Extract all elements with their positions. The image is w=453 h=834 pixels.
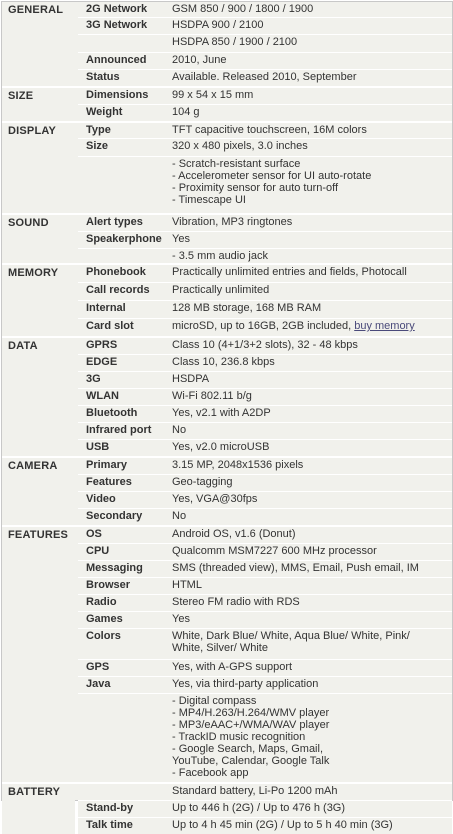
spec-row xyxy=(78,612,452,629)
spec-row xyxy=(78,475,452,492)
spec-key: Java xyxy=(78,677,168,693)
spec-value-text: SMS (threaded view), MMS, Email, Push email, IM xyxy=(172,562,419,574)
spec-row xyxy=(78,492,452,509)
spec-key: OS xyxy=(78,527,168,543)
spec-value xyxy=(168,249,452,263)
spec-value xyxy=(168,561,452,577)
spec-value xyxy=(168,157,452,213)
spec-row xyxy=(78,301,452,319)
spec-row xyxy=(78,139,452,157)
spec-key xyxy=(78,35,168,52)
spec-value-text: Yes, with A-GPS support xyxy=(172,661,293,673)
spec-value xyxy=(168,509,452,525)
spec-key xyxy=(78,249,168,263)
spec-row xyxy=(78,70,452,86)
spec-key: Card slot xyxy=(78,319,168,336)
spec-value xyxy=(168,265,452,282)
section-title: DISPLAY xyxy=(2,123,75,213)
spec-key: Announced xyxy=(78,53,168,69)
spec-key: Messaging xyxy=(78,561,168,577)
spec-value xyxy=(168,215,452,231)
spec-key: Weight xyxy=(78,105,168,121)
spec-row xyxy=(78,283,452,301)
spec-key: 2G Network xyxy=(78,2,168,17)
spec-key xyxy=(78,157,168,213)
spec-row xyxy=(78,53,452,70)
spec-row xyxy=(78,406,452,423)
spec-value-text: HSDPA 850 / 1900 / 2100 xyxy=(172,36,298,48)
spec-key: Call records xyxy=(78,283,168,300)
spec-row xyxy=(78,319,452,336)
spec-value-text: Up to 446 h (2G) / Up to 476 h (3G) xyxy=(172,802,346,814)
spec-key: Talk time xyxy=(78,818,168,834)
spec-key: Colors xyxy=(78,629,168,659)
spec-row xyxy=(78,694,452,782)
spec-row xyxy=(78,265,452,283)
spec-row xyxy=(78,784,452,801)
spec-key: Primary xyxy=(78,458,168,474)
spec-key: Video xyxy=(78,492,168,508)
spec-row xyxy=(78,458,452,475)
spec-section-features xyxy=(2,527,452,784)
spec-section-general xyxy=(2,2,452,88)
spec-value xyxy=(168,784,452,800)
spec-key: 3G Network xyxy=(78,18,168,34)
spec-value-text: Yes, VGA@30fps xyxy=(172,493,258,505)
spec-value xyxy=(168,475,452,491)
spec-row xyxy=(78,440,452,456)
spec-row xyxy=(78,389,452,406)
section-title: MEMORY xyxy=(2,265,75,336)
spec-value xyxy=(168,139,452,156)
spec-value-text: No xyxy=(172,510,187,522)
spec-value-text: Vibration, MP3 ringtones xyxy=(172,216,293,228)
spec-row xyxy=(78,595,452,612)
spec-value-text: Practically unlimited entries and fields, Photocall xyxy=(172,266,407,278)
spec-value xyxy=(168,818,452,834)
section-title: SOUND xyxy=(2,215,75,263)
spec-row xyxy=(78,249,452,263)
spec-row xyxy=(78,105,452,121)
spec-value xyxy=(168,694,452,782)
section-title: BATTERY xyxy=(2,784,75,834)
spec-row xyxy=(78,215,452,232)
spec-value xyxy=(168,492,452,508)
spec-row xyxy=(78,355,452,372)
spec-value-text: 2010, June xyxy=(172,54,227,66)
section-title: CAMERA xyxy=(2,458,75,525)
section-title: DATA xyxy=(2,338,75,456)
spec-value-text: HTML xyxy=(172,579,202,591)
spec-value-text: Up to 4 h 45 min (2G) / Up to 5 h 40 min (3G) xyxy=(172,819,393,831)
spec-row xyxy=(78,677,452,694)
spec-key: Games xyxy=(78,612,168,628)
spec-row xyxy=(78,372,452,389)
spec-value xyxy=(168,801,452,817)
spec-row xyxy=(78,818,452,834)
spec-key: Status xyxy=(78,70,168,86)
spec-value-text: Qualcomm MSM7227 600 MHz processor xyxy=(172,545,377,557)
spec-row xyxy=(78,123,452,139)
spec-row xyxy=(78,157,452,213)
spec-key: 3G xyxy=(78,372,168,388)
spec-key: Phonebook xyxy=(78,265,168,282)
spec-key: Internal xyxy=(78,301,168,318)
spec-key: WLAN xyxy=(78,389,168,405)
spec-row xyxy=(78,35,452,53)
spec-value xyxy=(168,423,452,439)
spec-row xyxy=(78,423,452,440)
spec-value-text: Geo-tagging xyxy=(172,476,233,488)
spec-key: USB xyxy=(78,440,168,456)
spec-row xyxy=(78,232,452,249)
spec-value-text: GSM 850 / 900 / 1800 / 1900 xyxy=(172,3,314,15)
spec-value-text: Yes xyxy=(172,613,190,625)
spec-row xyxy=(78,18,452,35)
spec-value xyxy=(168,355,452,371)
spec-key: Stand-by xyxy=(78,801,168,817)
spec-value xyxy=(168,612,452,628)
spec-key: Type xyxy=(78,123,168,138)
spec-value-text: - Digital compass - MP4/H.263/H.264/WMV player - MP3/eAAC+/WMA/WAV player - TrackID music recognition - Google Search, Maps, Gmail, YouTube, Calendar, Google Talk - Facebook app xyxy=(172,695,330,779)
spec-value xyxy=(168,232,452,248)
spec-row xyxy=(78,544,452,561)
spec-key: Size xyxy=(78,139,168,156)
spec-value xyxy=(168,629,452,659)
spec-row xyxy=(78,629,452,660)
spec-key: Radio xyxy=(78,595,168,611)
spec-value xyxy=(168,53,452,69)
spec-row xyxy=(78,578,452,595)
spec-value-text: - Scratch-resistant surface - Accelerometer sensor for UI auto-rotate - Proximity sensor for auto turn-off - Timescape UI xyxy=(172,158,372,206)
spec-key xyxy=(78,694,168,782)
spec-row xyxy=(78,509,452,525)
spec-row xyxy=(78,88,452,105)
spec-value-text: Yes, via third-party application xyxy=(172,678,319,690)
spec-value-text: Class 10 (4+1/3+2 slots), 32 - 48 kbps xyxy=(172,339,358,351)
spec-value-text: microSD, up to 16GB, 2GB included, xyxy=(172,320,355,332)
spec-value-text: Available. Released 2010, September xyxy=(172,71,357,83)
spec-key: Browser xyxy=(78,578,168,594)
spec-value xyxy=(168,544,452,560)
spec-key: Features xyxy=(78,475,168,491)
spec-row xyxy=(78,338,452,355)
spec-value-text: Yes, v2.0 microUSB xyxy=(172,441,270,453)
spec-row xyxy=(78,660,452,677)
spec-value-text: 128 MB storage, 168 MB RAM xyxy=(172,302,322,314)
spec-value xyxy=(168,458,452,474)
spec-value-text: 3.15 MP, 2048x1536 pixels xyxy=(172,459,304,471)
spec-section-data xyxy=(2,338,452,458)
spec-value-text: TFT capacitive touchscreen, 16M colors xyxy=(172,124,367,136)
spec-value-text: 99 x 54 x 15 mm xyxy=(172,89,254,101)
spec-section-sound xyxy=(2,215,452,265)
spec-key: CPU xyxy=(78,544,168,560)
spec-value-text: Android OS, v1.6 (Donut) xyxy=(172,528,296,540)
spec-value xyxy=(168,338,452,354)
spec-value-text: HSDPA 900 / 2100 xyxy=(172,19,264,31)
spec-section-memory xyxy=(2,265,452,338)
spec-key: Secondary xyxy=(78,509,168,525)
spec-key: EDGE xyxy=(78,355,168,371)
spec-table xyxy=(1,1,453,831)
spec-value-text: 104 g xyxy=(172,106,200,118)
spec-value xyxy=(168,319,452,336)
spec-key: Alert types xyxy=(78,215,168,231)
spec-value xyxy=(168,18,452,34)
spec-value xyxy=(168,440,452,456)
spec-value xyxy=(168,283,452,300)
spec-value-text: White, Dark Blue/ White, Aqua Blue/ White, Pink/ White, Silver/ White xyxy=(172,630,410,654)
spec-value xyxy=(168,527,452,543)
section-title: FEATURES xyxy=(2,527,75,782)
spec-value-text: Yes xyxy=(172,233,190,245)
spec-value xyxy=(168,406,452,422)
spec-value-text: HSDPA xyxy=(172,373,210,385)
spec-value xyxy=(168,105,452,121)
section-title: GENERAL xyxy=(2,2,75,86)
spec-value xyxy=(168,301,452,318)
spec-row xyxy=(78,801,452,818)
spec-key: GPRS xyxy=(78,338,168,354)
spec-value xyxy=(168,88,452,104)
spec-value-text: Stereo FM radio with RDS xyxy=(172,596,300,608)
spec-key: Bluetooth xyxy=(78,406,168,422)
spec-value xyxy=(168,2,452,17)
spec-row xyxy=(78,527,452,544)
spec-section-battery xyxy=(2,784,452,834)
spec-value-text: 320 x 480 pixels, 3.0 inches xyxy=(172,140,308,152)
spec-value-text: Class 10, 236.8 kbps xyxy=(172,356,275,368)
spec-value-text: No xyxy=(172,424,187,436)
spec-value-text: - 3.5 mm audio jack xyxy=(172,250,268,262)
spec-value xyxy=(168,389,452,405)
spec-value xyxy=(168,660,452,676)
spec-row xyxy=(78,561,452,578)
spec-key xyxy=(78,784,168,800)
spec-value xyxy=(168,677,452,693)
spec-value-text: Yes, v2.1 with A2DP xyxy=(172,407,271,419)
spec-key: Infrared port xyxy=(78,423,168,439)
spec-key: Speakerphone xyxy=(78,232,168,248)
spec-value xyxy=(168,35,452,52)
section-title: SIZE xyxy=(2,88,75,121)
spec-key: GPS xyxy=(78,660,168,676)
spec-value xyxy=(168,123,452,138)
spec-value-text: Wi-Fi 802.11 b/g xyxy=(172,390,252,402)
spec-value-text: Practically unlimited xyxy=(172,284,270,296)
spec-key: Dimensions xyxy=(78,88,168,104)
spec-section-camera xyxy=(2,458,452,527)
spec-row xyxy=(78,2,452,18)
spec-value-text: Standard battery, Li-Po 1200 mAh xyxy=(172,785,338,797)
spec-value xyxy=(168,372,452,388)
spec-section-display xyxy=(2,123,452,215)
buy-memory-link[interactable]: buy memory xyxy=(354,320,415,332)
spec-section-size xyxy=(2,88,452,123)
spec-value xyxy=(168,595,452,611)
spec-value xyxy=(168,70,452,86)
spec-value xyxy=(168,578,452,594)
